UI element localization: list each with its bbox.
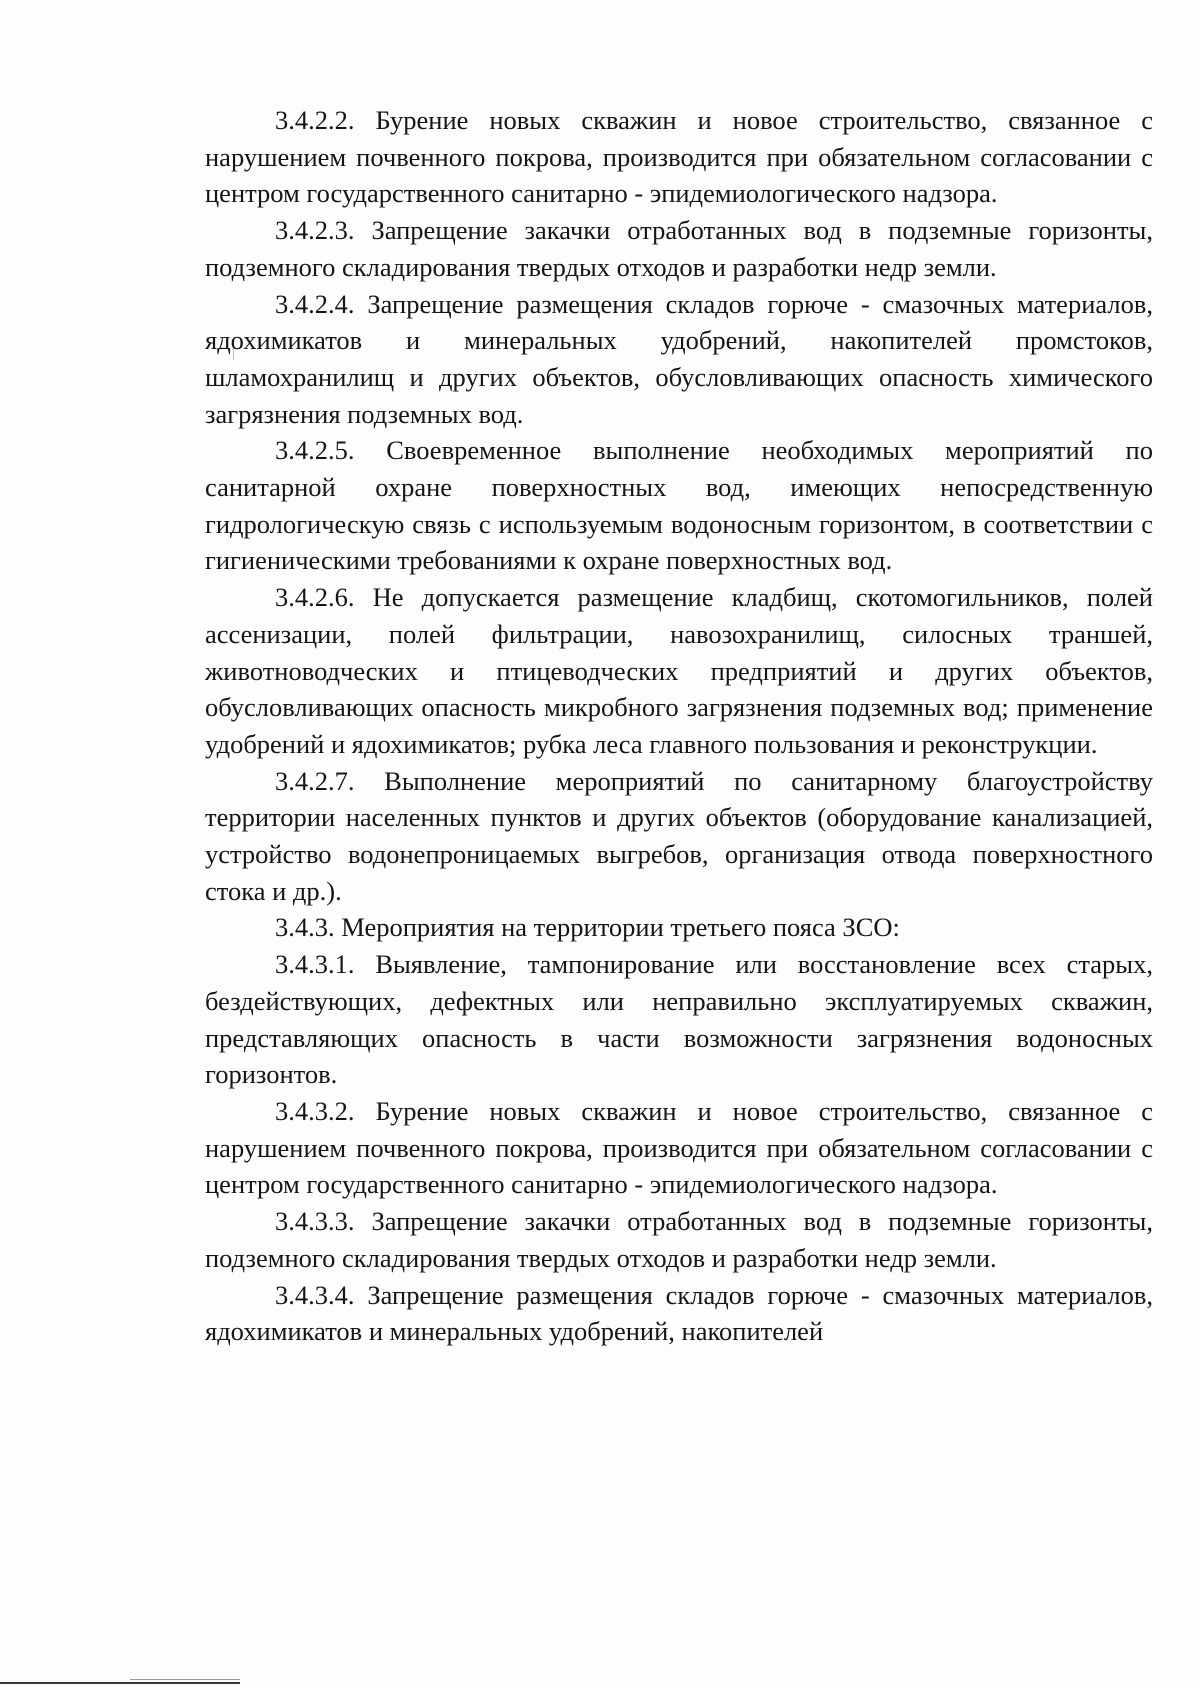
paragraph-3-4-3-1: 3.4.3.1. Выявление, тампонирование или восстановление всех старых, бездействующих, дефектных или неправильно эксплуатируемых скважин, представляющих опасность в части возможности загрязнения водоносных горизонтов.: [205, 949, 1153, 1090]
document-body: [205, 102, 1153, 1350]
paragraph-3-4-2-5: 3.4.2.5. Своевременное выполнение необходимых мероприятий по санитарной охране поверхностных вод, имеющих непосредственную гидрологическую связь с используемым водоносным горизонтом, в соответствии с гигиеническими требованиями к охране поверхностных вод.: [205, 435, 1153, 576]
paragraph-3-4-2-4: 3.4.2.4. Запрещение размещения складов горюче - смазочных материалов, ядохимикатов и минеральных удобрений, накопителей промстоков, шламохранилищ и других объектов, обусловливающих опасность химического загрязнения подземных вод.: [205, 288, 1153, 429]
paragraph-3-4-2-3: 3.4.2.3. Запрещение закачки отработанных вод в подземные горизонты, подземного складирования твердых отходов и разработки недр земли.: [205, 215, 1153, 282]
paragraph-3-4-3-3: 3.4.3.3. Запрещение закачки отработанных вод в подземные горизонты, подземного складирования твердых отходов и разработки недр земли.: [205, 1206, 1153, 1273]
scan-edge-line-faint: [130, 1679, 240, 1680]
paragraph-3-4-2-7: 3.4.2.7. Выполнение мероприятий по санитарному благоустройству территории населенных пунктов и других объектов (оборудование канализацией, устройство водонепроницаемых выгребов, организация отвода поверхностного стока и др.).: [205, 765, 1153, 906]
paragraph-3-4-2-2: 3.4.2.2. Бурение новых скважин и новое строительство, связанное с нарушением почвенного покрова, производится при обязательном согласовании с центром государственного санитарно - эпидемиологического надзора.: [205, 105, 1153, 209]
paragraph-3-4-2-6: 3.4.2.6. Не допускается размещение кладбищ, скотомогильников, полей ассенизации, полей фильтрации, навозохранилищ, силосных траншей, животноводческих и птицеводческих предприятий и других объектов, обусловливающих опасность микробного загрязнения подземных вод; применение удобрений и ядохимикатов; рубка леса главного пользования и реконструкции.: [205, 582, 1153, 759]
paragraph-3-4-3-4: 3.4.3.4. Запрещение размещения складов горюче - смазочных материалов, ядохимикатов и минеральных удобрений, накопителей: [205, 1279, 1153, 1347]
scan-edge-line: [0, 1682, 240, 1684]
section-heading-3-4-3: 3.4.3. Мероприятия на территории третьего пояса ЗСО:: [275, 912, 900, 943]
paragraph-3-4-3-2: 3.4.3.2. Бурение новых скважин и новое строительство, связанное с нарушением почвенного покрова, производится при обязательном согласовании с центром государственного санитарно - эпидемиологического надзора.: [205, 1095, 1153, 1200]
